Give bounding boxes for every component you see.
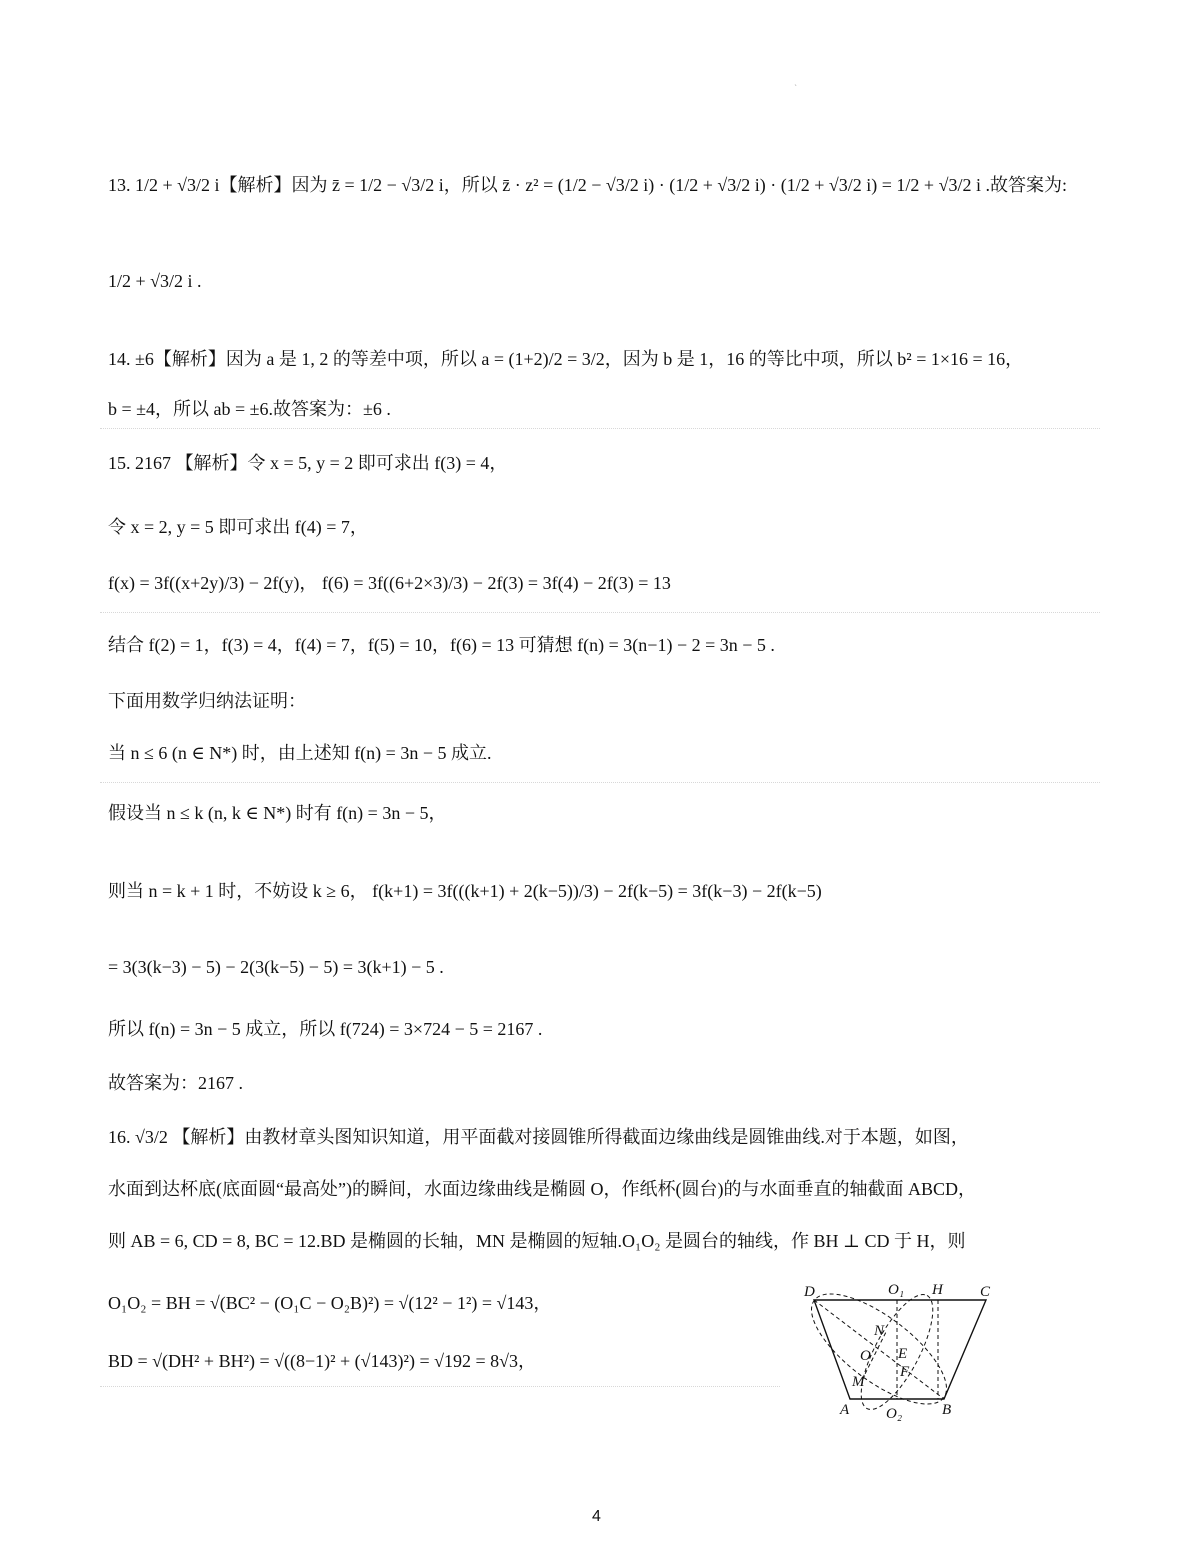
q16-line-1: 16. √3/2 【解析】由教材章头图知识知道，用平面截对接圆锥所得截面边缘曲线是圆锥曲线.对于本题，如图， (108, 1127, 969, 1147)
q13-line-1: 13. 1/2 + √3/2 i【解析】因为 z̄ = 1/2 − √3/2 i，所以 z̄ · z² = (1/2 − √3/2 i) · (1/2 + √3/2 i) · (1/2 + √3/2 i) = 1/2 + √3/2 i .故答案为: (108, 175, 1067, 195)
q15-line-7: 假设当 n ≤ k (n, k ∈ N*) 时有 f(n) = 3n − 5， (108, 803, 447, 823)
q14-line-1: 14. ±6【解析】因为 a 是 1, 2 的等差中项，所以 a = (1+2)/2 = 3/2，因为 b 是 1，16 的等比中项，所以 b² = 1×16 = 16， (108, 349, 1024, 369)
q16-line-4: O₁O₂ = BH = √(BC² − (O₁C − O₂B)²) = √(12² − 1²) = √143， (108, 1293, 552, 1313)
q15-line-6: 当 n ≤ 6 (n ∈ N*) 时，由上述知 f(n) = 3n − 5 成立. (108, 743, 492, 763)
label-n: N (874, 1323, 885, 1339)
label-h: H (932, 1282, 943, 1298)
label-o1: O₁ (888, 1282, 905, 1298)
divider (100, 782, 1100, 783)
label-a: A (840, 1402, 850, 1418)
label-o: O (860, 1348, 871, 1364)
frustum-cross-section-figure (800, 1282, 1000, 1422)
label-c: C (980, 1284, 991, 1300)
q15-line-5: 下面用数学归纳法证明： (108, 691, 306, 711)
q16-line-3: 则 AB = 6, CD = 8, BC = 12.BD 是椭圆的长轴，MN 是椭圆的短轴.O₁O₂ 是圆台的轴线，作 BH ⊥ CD 于 H，则 (108, 1231, 966, 1251)
label-o2: O₂ (886, 1406, 903, 1422)
corner-mark: ` (794, 84, 798, 93)
q16-line-2: 水面到达杯底(底面圆“最高处”)的瞬间，水面边缘曲线是椭圆 O，作纸杯(圆台)的与水面垂直的轴截面 ABCD， (108, 1179, 976, 1199)
q14-line-2: b = ±4，所以 ab = ±6.故答案为：±6 . (108, 399, 391, 419)
label-e: E (898, 1346, 908, 1362)
label-d: D (804, 1284, 815, 1300)
label-b: B (942, 1402, 952, 1418)
divider (100, 1386, 780, 1387)
q15-line-8: 则当 n = k + 1 时，不妨设 k ≥ 6， f(k+1) = 3f(((k+1) + 2(k−5))/3) − 2f(k−5) = 3f(k−3) − 2f(k−5) (108, 881, 822, 901)
q13-line-2: 1/2 + √3/2 i . (108, 271, 202, 291)
divider (100, 428, 1100, 429)
q15-line-3: f(x) = 3f((x+2y)/3) − 2f(y)， f(6) = 3f((6+2×3)/3) − 2f(3) = 3f(4) − 2f(3) = 13 (108, 573, 671, 593)
q15-line-2: 令 x = 2, y = 5 即可求出 f(4) = 7， (108, 517, 368, 537)
q15-line-1: 15. 2167 【解析】令 x = 5, y = 2 即可求出 f(3) = 4， (108, 453, 508, 473)
label-f: F (900, 1364, 910, 1380)
q16-line-5: BD = √(DH² + BH²) = √((8−1)² + (√143)²) = √192 = 8√3， (108, 1351, 537, 1371)
divider (100, 612, 1100, 613)
label-m: M (852, 1374, 865, 1390)
q15-line-10: 所以 f(n) = 3n − 5 成立，所以 f(724) = 3×724 − 5 = 2167 . (108, 1019, 543, 1039)
q15-line-4: 结合 f(2) = 1，f(3) = 4，f(4) = 7，f(5) = 10，f(6) = 13 可猜想 f(n) = 3(n−1) − 2 = 3n − 5 . (108, 635, 775, 655)
page-number: 4 (592, 1508, 601, 1525)
q15-line-9: = 3(3(k−3) − 5) − 2(3(k−5) − 5) = 3(k+1) − 5 . (108, 957, 444, 977)
q15-line-11: 故答案为：2167 . (108, 1073, 243, 1093)
major-axis-bd (814, 1300, 944, 1399)
